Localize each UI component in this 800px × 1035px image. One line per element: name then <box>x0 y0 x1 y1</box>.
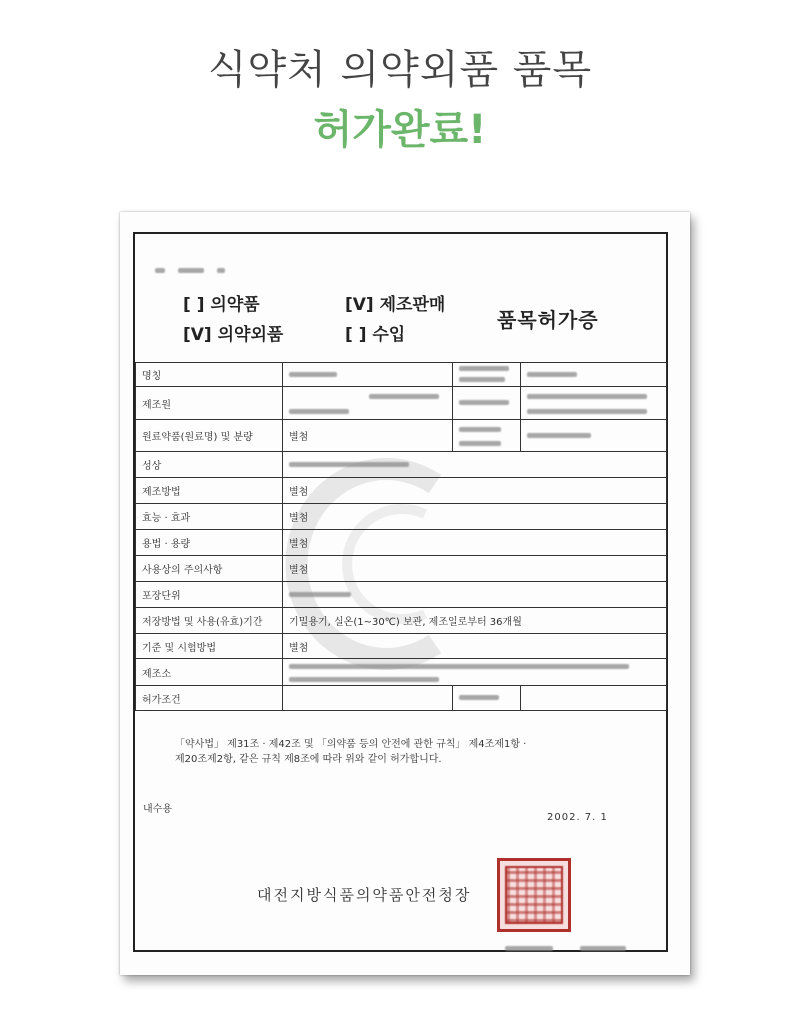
row-label: 제조방법 <box>136 478 283 504</box>
row-side-value <box>521 363 667 387</box>
row-value <box>283 452 667 478</box>
table-row <box>136 659 667 686</box>
row-label: 포장단위 <box>136 582 283 608</box>
legal-statement <box>175 737 635 767</box>
page-title-line1: 식약처 의약외품 품목 <box>207 47 593 93</box>
legal-text-line: 제20조제2항, 같은 규칙 제8조에 따라 위와 같이 허가합니다. <box>175 754 442 765</box>
table-row <box>136 504 667 530</box>
row-side-value <box>521 686 667 711</box>
certificate-title: 품목허가증 <box>497 308 599 332</box>
row-value <box>283 363 453 387</box>
row-side-value <box>521 420 667 452</box>
table-row <box>136 634 667 659</box>
table-row <box>136 387 667 420</box>
row-label: 저장방법 및 사용(유효)기간 <box>136 608 283 634</box>
row-label: 명칭 <box>136 363 283 387</box>
checkbox-import: [ ] 수입 <box>345 325 406 345</box>
table-row <box>136 478 667 504</box>
issuer-name: 대전지방식품의약품안전청장 <box>257 886 472 904</box>
certificate-paper <box>120 212 690 975</box>
row-label: 사용상의 주의사항 <box>136 556 283 582</box>
table-row <box>136 608 667 634</box>
row-side-label <box>453 387 521 420</box>
row-value: 별첨 <box>283 634 667 659</box>
row-label: 용법 · 용량 <box>136 530 283 556</box>
row-side-label <box>453 363 521 387</box>
row-value <box>283 659 667 686</box>
row-side-value <box>521 387 667 420</box>
row-side-label <box>453 686 521 711</box>
row-label: 성상 <box>136 452 283 478</box>
checkbox-pharmaceutical: [ ] 의약품 <box>183 295 260 315</box>
row-value: 별첨 <box>283 556 667 582</box>
row-label: 제조소 <box>136 659 283 686</box>
table-row <box>136 363 667 387</box>
table-row <box>136 582 667 608</box>
issue-date: 2002. 7. 1 <box>547 812 608 823</box>
row-value: 기밀용기, 실온(1~30℃) 보관, 제조일로부터 36개월 <box>283 608 667 634</box>
table-row <box>136 420 667 452</box>
footer-form-number <box>505 938 626 957</box>
certificate-frame <box>133 232 668 952</box>
table-row <box>136 556 667 582</box>
page-title-approval: 허가완료! <box>313 107 487 153</box>
seal-pattern <box>505 866 563 924</box>
legal-text-line: 「약사법」 제31조 · 제42조 및 「의약품 등의 안전에 관한 규칙」 제4조제1항 · <box>175 739 527 750</box>
row-value: 별첨 <box>283 530 667 556</box>
row-label: 원료약품(원료명) 및 분량 <box>136 420 283 452</box>
row-value <box>283 686 453 711</box>
row-value <box>283 582 667 608</box>
row-value: 별첨 <box>283 420 453 452</box>
table-row <box>136 686 667 711</box>
official-seal-stamp <box>497 858 571 932</box>
row-label: 효능 · 효과 <box>136 504 283 530</box>
row-side-label <box>453 420 521 452</box>
table-row <box>136 530 667 556</box>
row-label: 허가조건 <box>136 686 283 711</box>
checkbox-manufacture-sale: [V] 제조판매 <box>345 295 446 315</box>
document-number <box>155 260 225 279</box>
row-label: 제조원 <box>136 387 283 420</box>
usage-note: 내수용 <box>143 804 172 815</box>
row-value <box>283 387 453 420</box>
checkbox-quasi-drug: [V] 의약외품 <box>183 325 284 345</box>
row-label: 기준 및 시험방법 <box>136 634 283 659</box>
row-value: 별첨 <box>283 478 667 504</box>
certificate-table <box>135 362 667 711</box>
table-row <box>136 452 667 478</box>
row-value: 별첨 <box>283 504 667 530</box>
